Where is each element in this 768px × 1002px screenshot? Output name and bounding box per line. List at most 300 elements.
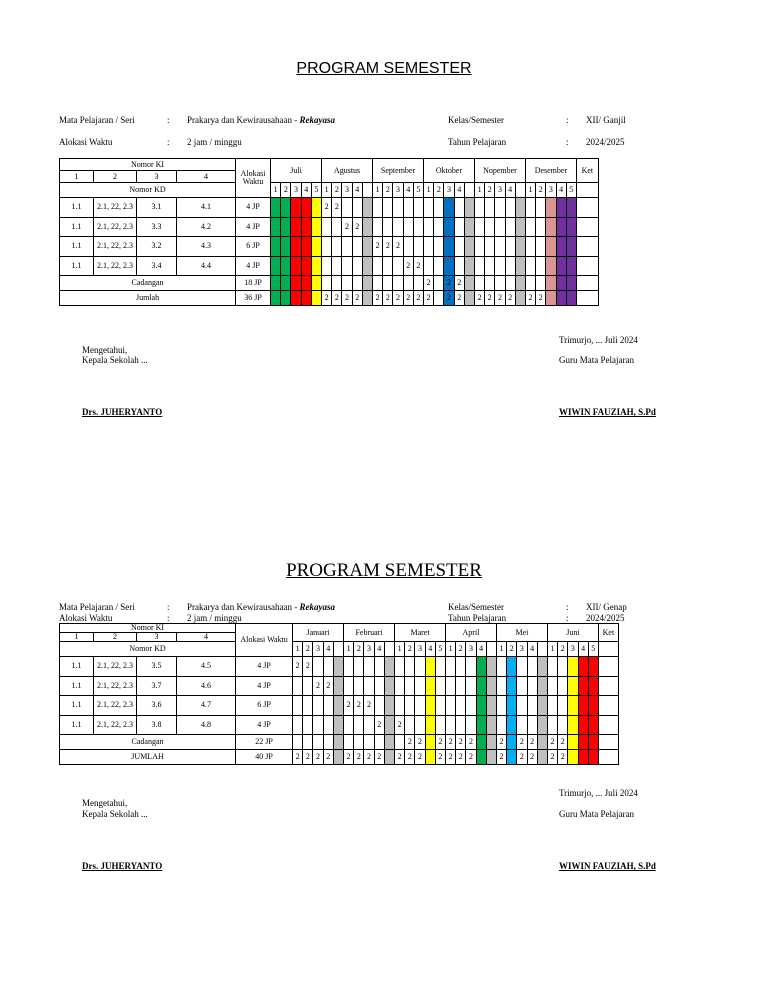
week-cell bbox=[446, 696, 456, 716]
week-header: 2 bbox=[405, 642, 415, 657]
ki-col-header: 2 bbox=[94, 633, 137, 642]
ket-header: Ket bbox=[576, 159, 598, 183]
week-cell bbox=[464, 291, 474, 306]
ki-col-header: 1 bbox=[60, 633, 94, 642]
week-cell bbox=[495, 276, 505, 291]
alokasi-header: Alokasi Waktu bbox=[236, 159, 271, 198]
kelas-value: XII/ Ganjil bbox=[586, 115, 626, 125]
week-cell bbox=[344, 715, 354, 735]
table-row bbox=[60, 217, 599, 237]
week-cell: 2 bbox=[446, 750, 456, 765]
kelas-label: Kelas/Semester bbox=[448, 602, 504, 612]
week-cell bbox=[271, 276, 281, 291]
acknowledge-label: Mengetahui, bbox=[82, 345, 128, 355]
ki-col-header: 1 bbox=[60, 171, 94, 183]
week-cell bbox=[344, 657, 354, 677]
week-cell bbox=[271, 217, 281, 237]
week-cell bbox=[475, 256, 485, 276]
week-cell bbox=[588, 750, 598, 765]
week-header: 2 bbox=[485, 183, 495, 198]
week-cell bbox=[475, 198, 485, 218]
month-header: Juni bbox=[547, 624, 598, 642]
kd-cell: 1.1 bbox=[60, 217, 94, 237]
colon: : bbox=[566, 602, 569, 612]
kd-cell: 1.1 bbox=[60, 256, 94, 276]
week-cell bbox=[536, 237, 546, 257]
week-cell: 2 bbox=[383, 237, 393, 257]
week-cell bbox=[405, 715, 415, 735]
week-cell bbox=[313, 657, 323, 677]
week-cell bbox=[393, 217, 403, 237]
kd-cell: 2.1, 22, 2.3 bbox=[94, 676, 137, 696]
week-cell bbox=[293, 676, 303, 696]
week-cell bbox=[383, 217, 393, 237]
week-cell bbox=[476, 696, 486, 716]
kd-cell: 3.4 bbox=[137, 256, 177, 276]
week-cell bbox=[424, 217, 434, 237]
week-cell bbox=[496, 676, 506, 696]
week-cell bbox=[434, 237, 444, 257]
week-header: 4 bbox=[352, 183, 362, 198]
week-header: 1 bbox=[293, 642, 303, 657]
week-cell bbox=[517, 696, 527, 716]
week-cell: 2 bbox=[527, 735, 537, 750]
week-cell bbox=[323, 657, 333, 677]
week-cell bbox=[464, 276, 474, 291]
week-cell bbox=[281, 291, 291, 306]
week-cell bbox=[558, 696, 568, 716]
week-cell bbox=[332, 217, 342, 237]
week-cell bbox=[525, 198, 535, 218]
week-cell bbox=[395, 657, 405, 677]
week-header: 4 bbox=[578, 642, 588, 657]
week-cell bbox=[456, 715, 466, 735]
week-header: 5 bbox=[435, 642, 445, 657]
week-header: 2 bbox=[354, 642, 364, 657]
week-cell bbox=[313, 696, 323, 716]
week-cell: 2 bbox=[332, 291, 342, 306]
week-cell bbox=[507, 735, 517, 750]
week-header bbox=[362, 183, 372, 198]
ki-col-header: 4 bbox=[177, 171, 236, 183]
week-header bbox=[464, 183, 474, 198]
week-cell bbox=[566, 217, 576, 237]
week-cell: 2 bbox=[364, 696, 374, 716]
week-cell bbox=[415, 657, 425, 677]
week-cell bbox=[301, 217, 311, 237]
week-cell bbox=[486, 735, 496, 750]
teacher-role: Guru Mata Pelajaran bbox=[559, 355, 634, 365]
week-header: 2 bbox=[281, 183, 291, 198]
week-cell bbox=[301, 198, 311, 218]
week-cell: 2 bbox=[435, 735, 445, 750]
kd-cell: 4.8 bbox=[177, 715, 236, 735]
week-cell: 2 bbox=[413, 256, 423, 276]
week-cell bbox=[444, 198, 454, 218]
week-cell bbox=[485, 276, 495, 291]
week-cell bbox=[311, 198, 321, 218]
ket-cell bbox=[576, 198, 598, 218]
week-cell bbox=[384, 750, 394, 765]
kd-cell: 4.1 bbox=[177, 198, 236, 218]
week-cell bbox=[495, 256, 505, 276]
week-header bbox=[333, 642, 343, 657]
week-cell: 2 bbox=[342, 291, 352, 306]
week-cell bbox=[303, 715, 313, 735]
week-cell bbox=[537, 676, 547, 696]
week-cell bbox=[476, 715, 486, 735]
week-cell bbox=[303, 696, 313, 716]
week-cell bbox=[374, 735, 384, 750]
week-header: 3 bbox=[444, 183, 454, 198]
week-cell: 2 bbox=[395, 750, 405, 765]
cadangan-label: Cadangan bbox=[60, 735, 236, 750]
week-cell bbox=[434, 256, 444, 276]
week-cell bbox=[393, 276, 403, 291]
week-cell bbox=[568, 657, 578, 677]
week-cell: 2 bbox=[496, 750, 506, 765]
jp-cell: 4 JP bbox=[236, 676, 293, 696]
week-cell bbox=[323, 696, 333, 716]
week-cell: 2 bbox=[415, 735, 425, 750]
jp-cell: 6 JP bbox=[236, 696, 293, 716]
jp-cell: 4 JP bbox=[236, 715, 293, 735]
week-cell bbox=[476, 735, 486, 750]
principal-role: Kepala Sekolah ... bbox=[82, 355, 148, 365]
week-cell bbox=[568, 715, 578, 735]
week-cell bbox=[393, 256, 403, 276]
ket-cell bbox=[598, 642, 618, 657]
week-cell bbox=[566, 276, 576, 291]
week-cell: 2 bbox=[444, 276, 454, 291]
week-cell bbox=[434, 198, 444, 218]
tahun-value: 2024/2025 bbox=[586, 137, 625, 147]
week-header: 1 bbox=[322, 183, 332, 198]
kd-cell: 1.1 bbox=[60, 237, 94, 257]
week-cell bbox=[342, 237, 352, 257]
week-cell: 2 bbox=[547, 735, 557, 750]
week-cell bbox=[303, 735, 313, 750]
week-cell bbox=[537, 750, 547, 765]
week-cell bbox=[486, 676, 496, 696]
week-cell bbox=[466, 676, 476, 696]
month-header: September bbox=[373, 159, 424, 183]
colon: : bbox=[566, 115, 569, 125]
header-row bbox=[60, 642, 619, 657]
week-cell: 2 bbox=[424, 291, 434, 306]
jp-cell: 4 JP bbox=[236, 657, 293, 677]
week-cell: 2 bbox=[373, 291, 383, 306]
week-cell bbox=[344, 676, 354, 696]
month-header: Juli bbox=[271, 159, 322, 183]
week-cell bbox=[566, 237, 576, 257]
week-cell bbox=[383, 276, 393, 291]
week-header: 1 bbox=[525, 183, 535, 198]
table-row bbox=[60, 256, 599, 276]
week-cell bbox=[332, 276, 342, 291]
ket-cell bbox=[598, 735, 618, 750]
jp-cell: 4 JP bbox=[236, 198, 271, 218]
week-cell bbox=[556, 256, 566, 276]
week-header bbox=[486, 642, 496, 657]
kd-cell: 4.3 bbox=[177, 237, 236, 257]
week-cell bbox=[476, 657, 486, 677]
week-cell bbox=[527, 715, 537, 735]
week-header: 1 bbox=[271, 183, 281, 198]
week-cell: 2 bbox=[342, 217, 352, 237]
week-cell bbox=[435, 696, 445, 716]
week-cell: 2 bbox=[558, 750, 568, 765]
week-cell bbox=[281, 217, 291, 237]
week-cell bbox=[425, 657, 435, 677]
week-cell bbox=[313, 715, 323, 735]
week-cell: 2 bbox=[517, 750, 527, 765]
week-cell bbox=[364, 676, 374, 696]
week-header: 3 bbox=[415, 642, 425, 657]
week-cell: 2 bbox=[444, 291, 454, 306]
kd-cell: 2.1, 22, 2.3 bbox=[94, 256, 137, 276]
week-cell: 2 bbox=[374, 750, 384, 765]
kd-cell: 2.1, 22, 2.3 bbox=[94, 198, 137, 218]
week-cell bbox=[444, 237, 454, 257]
week-cell bbox=[558, 715, 568, 735]
waktu-label: Alokasi Waktu bbox=[59, 613, 113, 623]
week-cell: 2 bbox=[496, 735, 506, 750]
kd-cell: 2.1, 22, 2.3 bbox=[94, 217, 137, 237]
week-header: 2 bbox=[332, 183, 342, 198]
week-cell bbox=[588, 696, 598, 716]
week-cell bbox=[446, 715, 456, 735]
week-cell: 2 bbox=[415, 750, 425, 765]
week-cell: 2 bbox=[373, 237, 383, 257]
week-cell bbox=[333, 657, 343, 677]
week-cell: 2 bbox=[558, 735, 568, 750]
week-cell: 2 bbox=[344, 696, 354, 716]
week-header: 3 bbox=[517, 642, 527, 657]
kd-cell: 3.6 bbox=[137, 696, 177, 716]
ket-cell bbox=[598, 676, 618, 696]
week-cell bbox=[525, 217, 535, 237]
week-cell bbox=[464, 256, 474, 276]
week-header: 4 bbox=[505, 183, 515, 198]
week-cell: 2 bbox=[344, 750, 354, 765]
week-cell bbox=[578, 696, 588, 716]
week-cell: 2 bbox=[352, 291, 362, 306]
week-cell bbox=[322, 276, 332, 291]
week-cell bbox=[517, 676, 527, 696]
week-cell bbox=[475, 237, 485, 257]
month-header: Desember bbox=[525, 159, 576, 183]
week-cell bbox=[588, 676, 598, 696]
table-row bbox=[60, 198, 599, 218]
header-row bbox=[60, 159, 599, 171]
week-cell bbox=[536, 198, 546, 218]
week-cell bbox=[454, 198, 464, 218]
week-cell bbox=[291, 276, 301, 291]
colon: : bbox=[167, 137, 170, 147]
week-cell: 2 bbox=[466, 750, 476, 765]
kd-cell: 4.6 bbox=[177, 676, 236, 696]
place-date: Trimurjo, ... Juli 2024 bbox=[559, 335, 638, 345]
week-header: 1 bbox=[547, 642, 557, 657]
week-cell bbox=[515, 237, 525, 257]
month-header: Maret bbox=[395, 624, 446, 642]
week-cell bbox=[454, 217, 464, 237]
cadangan-row bbox=[60, 735, 619, 750]
week-cell bbox=[485, 198, 495, 218]
week-cell bbox=[507, 696, 517, 716]
kelas-value: XII/ Genap bbox=[586, 602, 627, 612]
kd-header: Nomor KD bbox=[60, 642, 236, 657]
week-header: 2 bbox=[434, 183, 444, 198]
semester-schedule-table bbox=[59, 623, 619, 765]
week-cell: 2 bbox=[293, 750, 303, 765]
cadangan-row bbox=[60, 276, 599, 291]
table-row bbox=[60, 715, 619, 735]
week-cell bbox=[485, 237, 495, 257]
week-cell bbox=[311, 237, 321, 257]
ket-cell bbox=[598, 696, 618, 716]
week-cell bbox=[556, 217, 566, 237]
week-cell bbox=[413, 217, 423, 237]
week-header: 3 bbox=[342, 183, 352, 198]
week-cell bbox=[293, 696, 303, 716]
week-cell bbox=[496, 657, 506, 677]
week-cell bbox=[413, 198, 423, 218]
week-cell bbox=[384, 657, 394, 677]
week-cell bbox=[486, 696, 496, 716]
week-cell bbox=[566, 256, 576, 276]
week-cell bbox=[352, 237, 362, 257]
week-cell: 2 bbox=[395, 715, 405, 735]
ket-cell bbox=[576, 276, 598, 291]
acknowledge-label: Mengetahui, bbox=[82, 798, 128, 808]
kd-cell: 4.4 bbox=[177, 256, 236, 276]
week-cell bbox=[373, 276, 383, 291]
week-cell bbox=[578, 750, 588, 765]
week-cell: 2 bbox=[364, 750, 374, 765]
week-cell bbox=[384, 715, 394, 735]
week-header: 5 bbox=[566, 183, 576, 198]
week-cell bbox=[495, 217, 505, 237]
kd-cell: 1.1 bbox=[60, 696, 94, 716]
week-header: 3 bbox=[364, 642, 374, 657]
week-cell bbox=[507, 657, 517, 677]
colon: : bbox=[167, 602, 170, 612]
week-cell bbox=[373, 256, 383, 276]
week-cell bbox=[588, 715, 598, 735]
week-cell: 2 bbox=[475, 291, 485, 306]
week-cell bbox=[547, 715, 557, 735]
week-cell bbox=[354, 676, 364, 696]
week-cell bbox=[333, 715, 343, 735]
week-cell: 2 bbox=[547, 750, 557, 765]
week-cell bbox=[446, 657, 456, 677]
kd-cell: 2.1, 22, 2.3 bbox=[94, 696, 137, 716]
week-cell: 2 bbox=[485, 291, 495, 306]
ket-cell bbox=[598, 657, 618, 677]
week-cell bbox=[311, 217, 321, 237]
tahun-value: 2024/2025 bbox=[586, 613, 625, 623]
week-cell bbox=[505, 198, 515, 218]
week-cell bbox=[374, 676, 384, 696]
week-cell bbox=[456, 657, 466, 677]
jp-cell: 18 JP bbox=[236, 276, 271, 291]
week-cell bbox=[547, 657, 557, 677]
week-cell bbox=[425, 676, 435, 696]
week-header: 3 bbox=[313, 642, 323, 657]
week-cell bbox=[505, 276, 515, 291]
teacher-role: Guru Mata Pelajaran bbox=[559, 809, 634, 819]
week-cell bbox=[434, 276, 444, 291]
mapel-value: Prakarya dan Kewirausahaan - Rekayasa bbox=[187, 602, 335, 612]
jp-cell: 6 JP bbox=[236, 237, 271, 257]
colon: : bbox=[566, 137, 569, 147]
week-cell bbox=[537, 696, 547, 716]
month-header: April bbox=[446, 624, 497, 642]
week-cell bbox=[374, 696, 384, 716]
week-cell bbox=[362, 276, 372, 291]
month-header: Mei bbox=[496, 624, 547, 642]
week-cell bbox=[415, 696, 425, 716]
week-cell bbox=[364, 735, 374, 750]
week-cell bbox=[464, 198, 474, 218]
week-cell bbox=[454, 256, 464, 276]
waktu-value: 2 jam / minggu bbox=[187, 613, 242, 623]
week-cell bbox=[413, 237, 423, 257]
week-header: 1 bbox=[424, 183, 434, 198]
week-cell bbox=[342, 276, 352, 291]
kd-cell: 1.1 bbox=[60, 198, 94, 218]
week-cell bbox=[301, 256, 311, 276]
week-cell bbox=[517, 715, 527, 735]
week-header: 2 bbox=[303, 642, 313, 657]
week-cell bbox=[301, 276, 311, 291]
week-header: 3 bbox=[568, 642, 578, 657]
week-cell bbox=[291, 217, 301, 237]
week-cell bbox=[311, 276, 321, 291]
week-cell bbox=[395, 696, 405, 716]
week-cell bbox=[588, 657, 598, 677]
week-cell bbox=[578, 735, 588, 750]
week-header: 5 bbox=[311, 183, 321, 198]
week-header bbox=[384, 642, 394, 657]
week-cell bbox=[546, 291, 556, 306]
kd-cell: 3.2 bbox=[137, 237, 177, 257]
week-cell bbox=[384, 676, 394, 696]
week-cell: 2 bbox=[354, 696, 364, 716]
kd-cell: 3.7 bbox=[137, 676, 177, 696]
week-cell bbox=[425, 750, 435, 765]
week-cell bbox=[537, 715, 547, 735]
week-header: 1 bbox=[373, 183, 383, 198]
week-cell bbox=[536, 217, 546, 237]
week-cell bbox=[568, 735, 578, 750]
week-header: 1 bbox=[496, 642, 506, 657]
week-cell bbox=[383, 256, 393, 276]
week-cell bbox=[486, 715, 496, 735]
week-cell bbox=[464, 237, 474, 257]
week-cell bbox=[405, 657, 415, 677]
week-cell: 2 bbox=[495, 291, 505, 306]
week-cell bbox=[333, 735, 343, 750]
week-cell bbox=[435, 676, 445, 696]
week-cell bbox=[291, 256, 301, 276]
week-header: 3 bbox=[466, 642, 476, 657]
principal-name: Drs. JUHERYANTO bbox=[82, 407, 163, 417]
kd-cell: 4.2 bbox=[177, 217, 236, 237]
week-cell bbox=[525, 237, 535, 257]
